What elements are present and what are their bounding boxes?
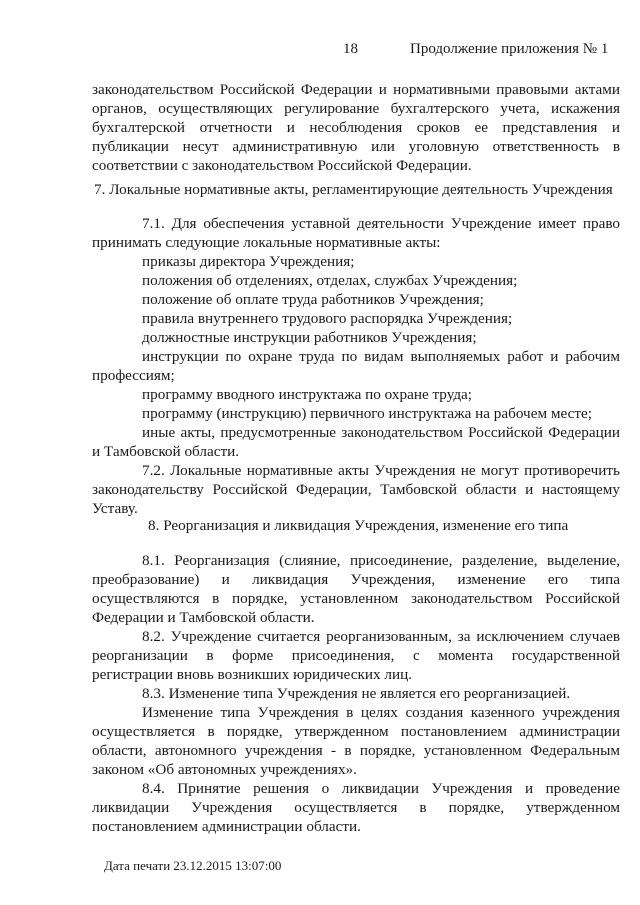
local-acts-list (142, 252, 620, 347)
text-line: Федерации и Тамбовской области. (92, 609, 315, 626)
intro-paragraph (92, 80, 620, 175)
section-8-heading: 8. Реорганизация и ликвидация Учреждения, изменение его типа (148, 517, 569, 534)
text-line: реорганизации в форме присоединения, с момента государственной (92, 647, 620, 664)
text-line: 7.2. Локальные нормативные акты Учреждения не могут противоречить (142, 462, 620, 479)
text-line: ликвидации Учреждения осуществляется в порядке, утвержденном (92, 799, 620, 816)
text-line: 8.1. Реорганизация (слияние, присоединение, разделение, выделение, (142, 552, 620, 569)
text-line: Уставу. (92, 500, 138, 517)
text-line: законодательством Российской Федерации и нормативными правовыми актами (92, 81, 620, 98)
text-line: области, автономного учреждения - в порядке, установленном Федеральным (92, 742, 620, 759)
print-date-footer: Дата печати 23.12.2015 13:07:00 (104, 858, 282, 873)
list-item-labor-safety: инструкции по охране труда по видам выполняемых работ и рабочим профессиям; (92, 348, 620, 384)
text-line: соответствии с законодательством Российской Федерации. (92, 157, 472, 174)
paragraph-8-2 (92, 627, 620, 684)
text-line: преобразование) и ликвидация Учреждения, изменение его типа (92, 571, 620, 588)
paragraph-8-1 (92, 551, 620, 627)
list-item: положение об оплате труда работников Учреждения; (142, 291, 484, 308)
list-item: правила внутреннего трудового распорядка Учреждения; (142, 310, 513, 327)
text-line: Изменение типа Учреждения в целях создания казенного учреждения (142, 704, 620, 721)
list-item: положения об отделениях, отделах, службах Учреждения; (142, 272, 518, 289)
text-line: принимать следующие локальные нормативные акты: (92, 234, 441, 251)
list-item: программу (инструкцию) первичного инструктажа на рабочем месте; (142, 405, 592, 422)
paragraph-8-3: 8.3. Изменение типа Учреждения не является его реорганизацией. (142, 685, 571, 702)
text-line: законодательству Российской Федерации, Тамбовской области и настоящему (92, 481, 620, 498)
list-item-other-acts: иные акты, предусмотренные законодательством Российской Федерации и Тамбовской области. (92, 424, 620, 460)
text-line: осуществляется в порядке, утвержденном постановлением администрации (92, 723, 620, 740)
text-line: органов, осуществляющих регулирование бухгалтерского учета, искажения (92, 100, 620, 117)
appendix-continuation-title: Продолжение приложения № 1 (410, 41, 609, 57)
text-line: регистрации вновь возникших юридических лиц. (92, 666, 413, 683)
text-line: законом «Об автономных учреждениях». (92, 761, 357, 778)
list-item: должностные инструкции работников Учреждения; (142, 329, 477, 346)
page-number: 18 (343, 41, 358, 57)
text-line: 8.2. Учреждение считается реорганизованным, за исключением случаев (142, 628, 620, 645)
list-item: программу вводного инструктажа по охране труда; (142, 386, 473, 403)
paragraph-7-2 (92, 461, 620, 518)
paragraph-7-1 (92, 214, 620, 252)
text-line: 7.1. Для обеспечения уставной деятельности Учреждение имеет право (142, 215, 620, 232)
list-items-briefing (142, 385, 620, 423)
text-line: осуществляются в порядке, установленном законодательством Российской (92, 590, 620, 607)
text-line: 8.4. Принятие решения о ликвидации Учреждения и проведение (142, 780, 620, 797)
list-item: приказы директора Учреждения; (142, 253, 355, 270)
text-line: бухгалтерской отчетности и несоблюдения сроков ее представления и (92, 119, 620, 136)
section-7-heading: 7. Локальные нормативные акты, регламентирующие деятельность Учреждения (94, 181, 613, 198)
text-line: постановлением администрации области. (92, 818, 361, 835)
paragraph-type-change (92, 703, 620, 779)
paragraph-8-4 (92, 779, 620, 836)
text-line: публикации несут административную или уголовную ответственность в (92, 138, 620, 155)
